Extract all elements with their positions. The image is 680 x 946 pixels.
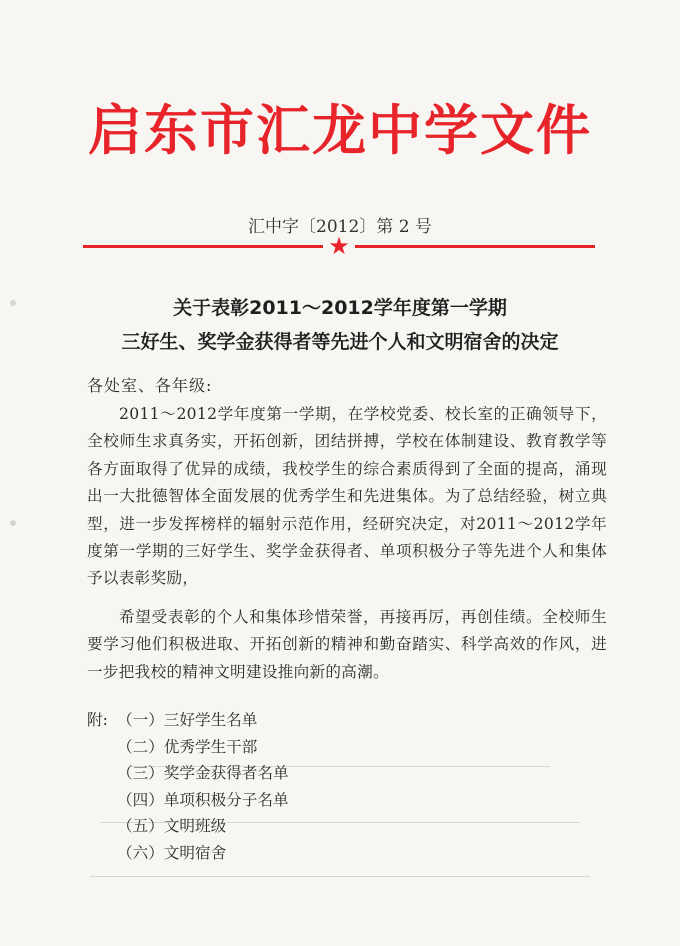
attachment-item: （三）奖学金获得者名单 bbox=[117, 764, 289, 783]
letterhead-title: 启东市汇龙中学文件 bbox=[88, 99, 592, 162]
body-paragraph-1: 2011～2012学年度第一学期，在学校党委、校长室的正确领导下，全校师生求真务实，开拓创新，团结拼搏，学校在体制建设、教育教学等各方面取得了优异的成绩，我校学生的综合素质得到了全面的提高，涌现出一大批德智体全面发展的优秀学生和先进集体。为了总结经验，树立典型，进一步发挥榜样的辐射示范作用，经研究决定，对2011～2012学年度第一学期的三好学生、奖学金获得者、单项积极分子等先进个人和集体予以表彰奖励， bbox=[87, 405, 607, 588]
document-title-line2: 三好生、奖学金获得者等先进个人和文明宿舍的决定 bbox=[121, 331, 559, 353]
star-icon: ★ bbox=[328, 232, 350, 260]
attachment-item: （四）单项积极分子名单 bbox=[117, 790, 289, 809]
salutation: 各处室、各年级: bbox=[87, 376, 213, 395]
scan-artifact bbox=[100, 822, 580, 823]
attachment-item: （五）文明班级 bbox=[117, 817, 227, 836]
body-paragraph-2: 希望受表彰的个人和集体珍惜荣誉，再接再厉，再创佳绩。全校师生要学习他们积极进取、开拓创新的精神和勤奋踏实、科学高效的作风，进一步把我校的精神文明建设推向新的高潮。 bbox=[87, 608, 607, 681]
attachment-list bbox=[87, 707, 289, 867]
binding-hole bbox=[10, 520, 16, 526]
scan-artifact bbox=[90, 876, 590, 877]
attachment-lead: 附: bbox=[87, 711, 108, 729]
scan-artifact bbox=[130, 766, 550, 767]
document-title-line1: 关于表彰2011～2012学年度第一学期 bbox=[173, 297, 507, 319]
attachment-item: 附: （一）三好学生名单 bbox=[87, 707, 289, 734]
red-divider-left bbox=[83, 245, 323, 248]
attachment-item: （六）文明宿舍 bbox=[117, 843, 227, 862]
attachment-item: （二）优秀学生干部 bbox=[117, 737, 258, 756]
red-divider-right bbox=[355, 245, 595, 248]
document-number: 汇中字〔2012〕第 2 号 bbox=[248, 217, 432, 237]
